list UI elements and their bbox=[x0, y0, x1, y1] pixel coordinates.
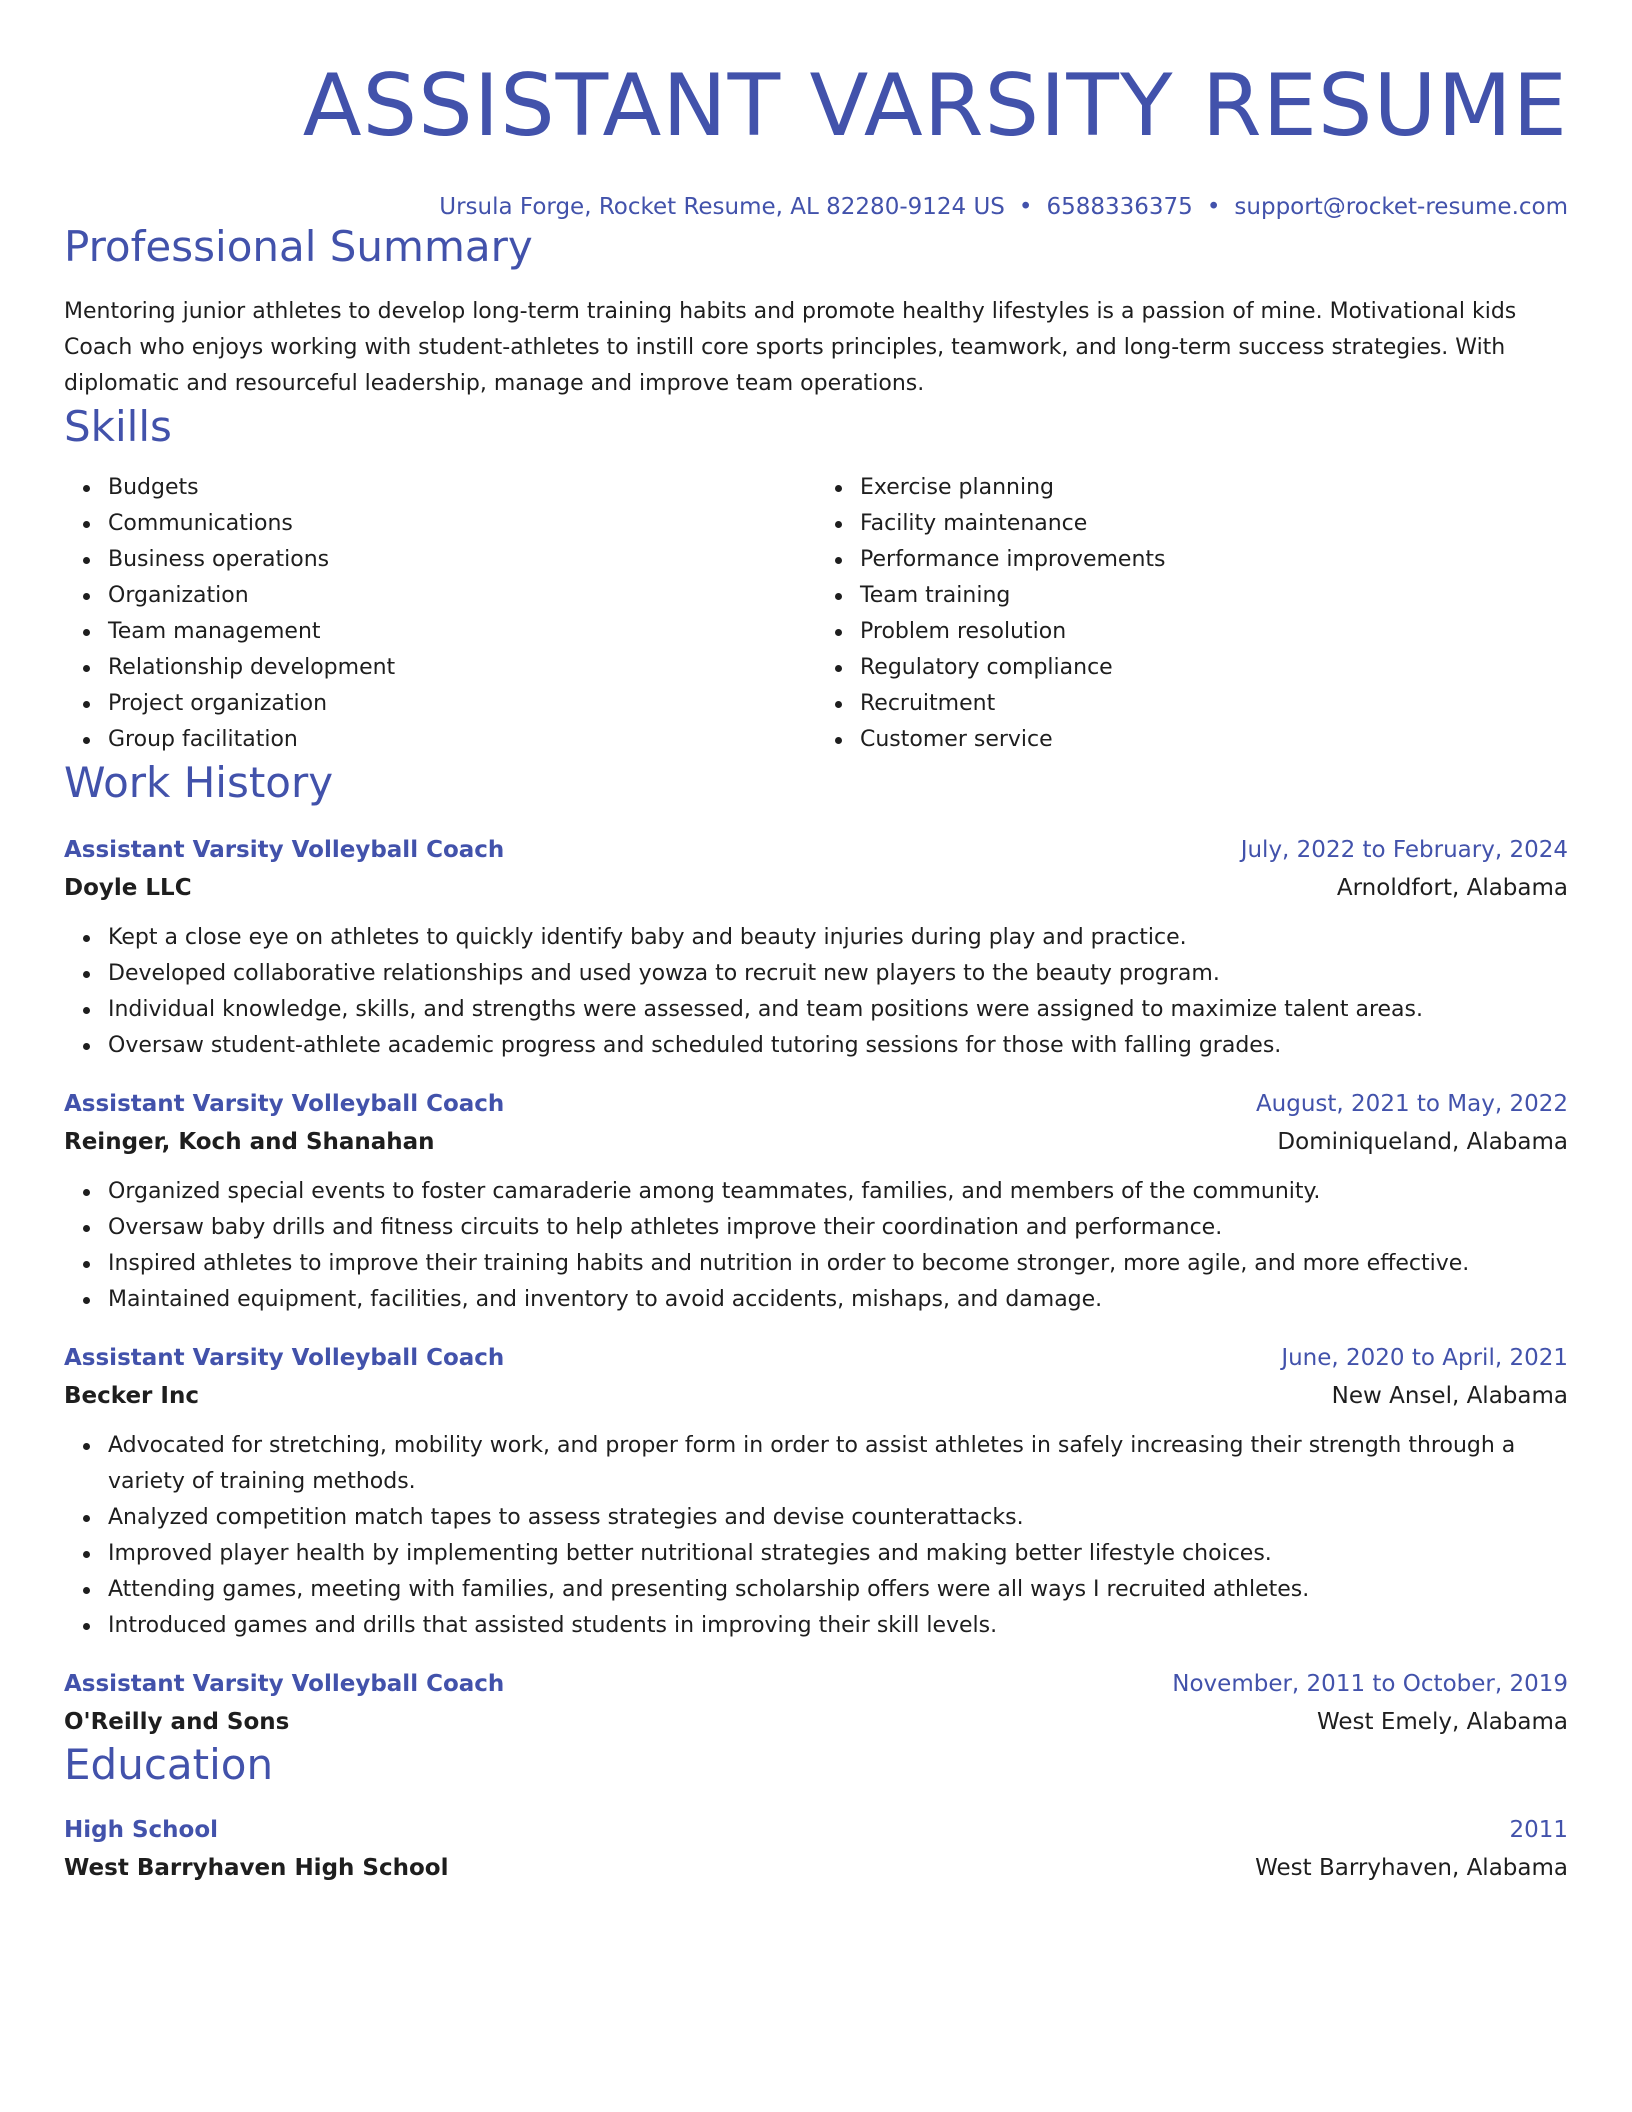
skill-item: Facility maintenance bbox=[860, 506, 1568, 542]
job-dates: November, 2011 to October, 2019 bbox=[1172, 1671, 1568, 1697]
skill-item: Organization bbox=[108, 578, 816, 614]
job-company: O'Reilly and Sons bbox=[64, 1709, 290, 1735]
job-bullets bbox=[64, 1428, 1568, 1644]
skill-item: Regulatory compliance bbox=[860, 650, 1568, 686]
job-title: Assistant Varsity Volleyball Coach bbox=[64, 1345, 505, 1371]
skill-item: Project organization bbox=[108, 686, 816, 722]
job-bullet: Oversaw student-athlete academic progress and scheduled tutoring sessions for those with falling grades. bbox=[108, 1028, 1568, 1064]
contact-line bbox=[64, 192, 1568, 222]
job-bullet: Improved player health by implementing better nutritional strategies and making better lifestyle choices. bbox=[108, 1536, 1568, 1572]
job-bullets bbox=[64, 920, 1568, 1064]
job-entry bbox=[64, 1086, 1568, 1318]
skill-item: Customer service bbox=[860, 722, 1568, 758]
job-dates: July, 2022 to February, 2024 bbox=[1240, 837, 1568, 863]
job-bullet: Developed collaborative relationships and used yowza to recruit new players to the beauty program. bbox=[108, 956, 1568, 992]
skill-item: Performance improvements bbox=[860, 542, 1568, 578]
skill-item: Recruitment bbox=[860, 686, 1568, 722]
job-title: Assistant Varsity Volleyball Coach bbox=[64, 837, 505, 863]
job-title: Assistant Varsity Volleyball Coach bbox=[64, 1671, 505, 1697]
skill-item: Problem resolution bbox=[860, 614, 1568, 650]
skill-item: Business operations bbox=[108, 542, 816, 578]
education-year: 2011 bbox=[1509, 1817, 1568, 1843]
job-bullets bbox=[64, 1174, 1568, 1318]
skills-list bbox=[64, 470, 1568, 758]
job-company: Doyle LLC bbox=[64, 875, 192, 901]
skills-column-2 bbox=[816, 470, 1568, 758]
education-location: West Barryhaven, Alabama bbox=[1255, 1855, 1568, 1881]
skill-item: Budgets bbox=[108, 470, 816, 506]
job-bullet: Maintained equipment, facilities, and inventory to avoid accidents, mishaps, and damage. bbox=[108, 1282, 1568, 1318]
job-dates: June, 2020 to April, 2021 bbox=[1281, 1345, 1568, 1371]
skills-heading: Skills bbox=[64, 402, 172, 451]
skill-item: Relationship development bbox=[108, 650, 816, 686]
contact-email[interactable]: support@rocket-resume.com bbox=[1234, 194, 1568, 220]
job-location: New Ansel, Alabama bbox=[1331, 1383, 1568, 1409]
job-location: Dominiqueland, Alabama bbox=[1277, 1129, 1568, 1155]
job-entry bbox=[64, 1340, 1568, 1644]
education-entry bbox=[64, 1812, 1568, 1886]
resume-title: ASSISTANT VARSITY RESUME bbox=[302, 56, 1568, 156]
job-bullet: Advocated for stretching, mobility work, and proper form in order to assist athletes in safely increasing their strength through a variety of training methods. bbox=[108, 1428, 1568, 1500]
job-bullet: Kept a close eye on athletes to quickly identify baby and beauty injuries during play and practice. bbox=[108, 920, 1568, 956]
skill-item: Team management bbox=[108, 614, 816, 650]
work-history-heading: Work History bbox=[64, 758, 334, 807]
job-bullet: Inspired athletes to improve their training habits and nutrition in order to become stronger, more agile, and more effective. bbox=[108, 1246, 1568, 1282]
job-dates: August, 2021 to May, 2022 bbox=[1255, 1091, 1568, 1117]
job-bullet: Introduced games and drills that assisted students in improving their skill levels. bbox=[108, 1608, 1568, 1644]
job-entry bbox=[64, 1666, 1568, 1740]
education-school: West Barryhaven High School bbox=[64, 1855, 449, 1881]
skill-item: Exercise planning bbox=[860, 470, 1568, 506]
job-bullet: Organized special events to foster camaraderie among teammates, families, and members of the community. bbox=[108, 1174, 1568, 1210]
job-bullet: Attending games, meeting with families, and presenting scholarship offers were all ways I recruited athletes. bbox=[108, 1572, 1568, 1608]
job-location: Arnoldfort, Alabama bbox=[1336, 875, 1568, 901]
job-company: Reinger, Koch and Shanahan bbox=[64, 1129, 435, 1155]
education-heading: Education bbox=[64, 1740, 274, 1789]
job-bullet: Individual knowledge, skills, and strengths were assessed, and team positions were assigned to maximize talent areas. bbox=[108, 992, 1568, 1028]
job-bullet: Analyzed competition match tapes to assess strategies and devise counterattacks. bbox=[108, 1500, 1568, 1536]
job-entry bbox=[64, 832, 1568, 1064]
job-title: Assistant Varsity Volleyball Coach bbox=[64, 1091, 505, 1117]
education-degree: High School bbox=[64, 1817, 219, 1843]
job-location: West Emely, Alabama bbox=[1317, 1709, 1568, 1735]
skill-item: Team training bbox=[860, 578, 1568, 614]
skill-item: Group facilitation bbox=[108, 722, 816, 758]
job-bullet: Oversaw baby drills and fitness circuits to help athletes improve their coordination and performance. bbox=[108, 1210, 1568, 1246]
summary-heading: Professional Summary bbox=[64, 222, 533, 271]
contact-phone: 6588336375 bbox=[1046, 194, 1193, 220]
contact-separator: • bbox=[1206, 194, 1221, 220]
summary-text: Mentoring junior athletes to develop long-term training habits and promote healthy lifestyles is a passion of mine. Motivational kids Coach who enjoys working with student-athletes to instill core sports principles, teamwork, and long-term success strategies. With diplomatic and resourceful leadership, manage and improve team operations. bbox=[64, 299, 1517, 396]
skill-item: Communications bbox=[108, 506, 816, 542]
skills-column-1 bbox=[64, 470, 816, 758]
contact-address: Ursula Forge, Rocket Resume, AL 82280-9124 US bbox=[439, 194, 1005, 220]
job-company: Becker Inc bbox=[64, 1383, 199, 1409]
contact-separator: • bbox=[1018, 194, 1033, 220]
